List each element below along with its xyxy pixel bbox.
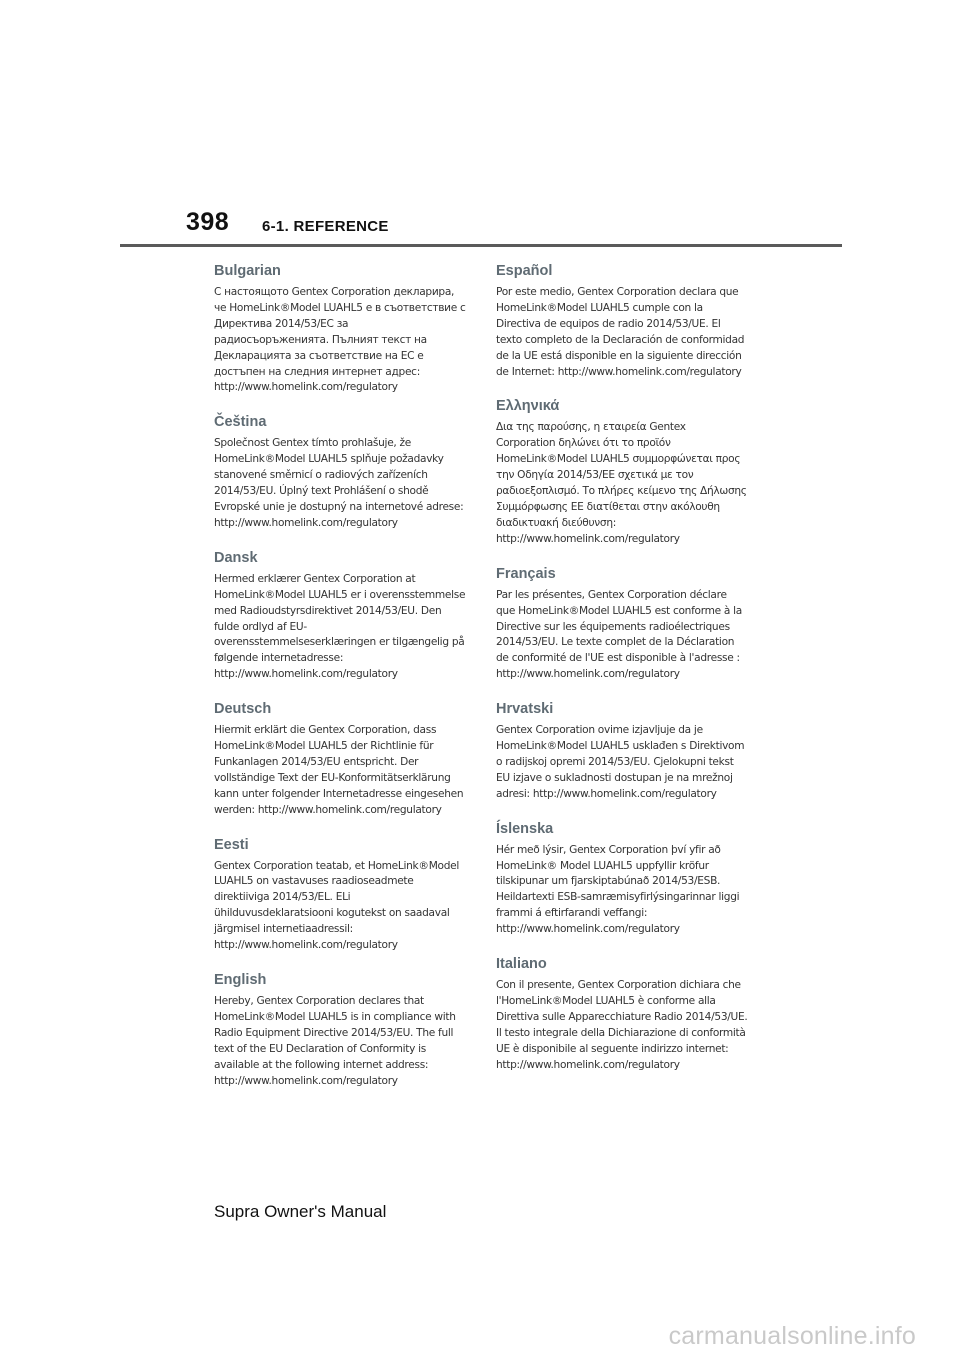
section-bulgarian xyxy=(214,262,466,396)
section-eesti xyxy=(214,836,466,954)
section-body: Společnost Gentex tímto prohlašuje, že HomeLink®Model LUAHL5 splňuje požadavky stanovené směrnicí o radiových zařízeních 2014/53/EU. Úplný text Prohlášení o shodě Evropské unie je dostupný na internetové adrese: http://www.homelink.com/regulatory xyxy=(214,437,464,529)
section-francais xyxy=(496,565,748,683)
section-body: Gentex Corporation ovime izjavljuje da je HomeLink®Model LUAHL5 usklađen s Direktivom o radijskoj opremi 2014/53/EU. Cjelokupni tekst EU izjave o sukladnosti dostupan je na mrežnoj adresi: http://www.homelink.com/regulatory xyxy=(496,724,745,800)
manual-title: Supra Owner's Manual xyxy=(214,1202,387,1221)
section-cestina xyxy=(214,413,466,531)
section-heading: Español xyxy=(496,263,553,279)
section-body: Hereby, Gentex Corporation declares that HomeLink®Model LUAHL5 is in compliance with Radio Equipment Directive 2014/53/EU. The full text of the EU Declaration of Conformity is available at the following internet address: http://www.homelink.com/regulatory xyxy=(214,995,456,1087)
section-body: Δια της παρούσης, η εταιρεία Gentex Corporation δηλώνει ότι το προϊόν HomeLink®Model LUAHL5 συμμορφώνεται προς την Οδηγία 2014/53/ΕΕ σχετικά με τον ραδιοεξοπλισμό. Το πλήρες κείμενο της Δήλωσης Συμμόρφωσης ΕΕ διατίθεται στην ακόλουθη διαδικτυακή διεύθυνση: http://www.homelink.com/regulatory xyxy=(496,421,747,545)
section-heading: Čeština xyxy=(214,414,267,431)
section-body: Gentex Corporation teatab, et HomeLink®Model LUAHL5 on vastavuses raadioseadmete direktiiviga 2014/53/EL. ELi ühilduvusdeklaratsiooni kogutekst on saadaval järgmisel internetiaadressil: http://www.homelink.com/regulatory xyxy=(214,859,459,952)
section-espanol xyxy=(496,262,748,380)
section-heading: Íslenska xyxy=(496,820,554,837)
section-body: Con il presente, Gentex Corporation dichiara che l'HomeLink®Model LUAHL5 è conforme alla Direttiva sulle Apparecchiature Radio 2014/53/UE. Il testo integrale della Dichiarazione di conformità UE è disponibile al seguente indirizzo internet: http://www.homelink.com/regulatory xyxy=(496,979,748,1071)
section-heading: Eesti xyxy=(214,836,249,853)
section-heading: Dansk xyxy=(214,549,258,566)
section-body: Hermed erklærer Gentex Corporation at HomeLink®Model LUAHL5 er i overensstemmelse med Radioudstyrsdirektivet 2014/53/EU. Den fulde ordlyd af EU-overensstemmelseserklæringen er tilgængelig på følgende internetadresse: http://www.homelink.com/regulatory xyxy=(214,572,466,681)
section-body: Hér með lýsir, Gentex Corporation því yfir að HomeLink® Model LUAHL5 uppfyllir kröfur tilskipunar um fjarskiptabúnað 2014/53/ESB. Heildartexti ESB-samræmisyfirlýsingarinnar liggi frammi á eftirfarandi veffangi: http://www.homelink.com/regulatory xyxy=(496,843,740,936)
section-heading: Italiano xyxy=(496,956,547,973)
section-body: Par les présentes, Gentex Corporation déclare que HomeLink®Model LUAHL5 est conforme à la Directive sur les équipements radioélectriques 2014/53/EU. Le texte complet de la Déclaration de conformité de l'UE est disponible à l'adresse : http://www.homelink.com/regulatory xyxy=(496,588,742,681)
chapter-title: 6-1. REFERENCE xyxy=(262,218,389,235)
right-column xyxy=(496,262,748,1091)
section-islenska xyxy=(496,820,748,938)
section-body: Hiermit erklärt die Gentex Corporation, dass HomeLink®Model LUAHL5 der Richtlinie für Funkanlagen 2014/53/EU entspricht. Der vollständige Text der EU-Konformitätserklärung kann unter folgender Internetadresse eingesehen werden: http://www.homelink.com/regulatory xyxy=(214,724,464,816)
section-heading: Bulgarian xyxy=(214,263,281,279)
section-heading: Hrvatski xyxy=(496,701,554,718)
section-body: С настоящото Gentex Corporation декларира, че HomeLink®Model LUAHL5 е в съответствие с Директива 2014/53/ЕС за радиосъоръженията. Пълният текст на Декларацията за съответствие на ЕС е достъпен на следния интернет адрес: http://www.homelink.com/regulatory xyxy=(214,286,466,394)
header-divider xyxy=(120,244,842,247)
section-italiano xyxy=(496,955,748,1073)
section-deutsch xyxy=(214,700,466,818)
section-hrvatski xyxy=(496,700,748,803)
watermark: carmanualsonline.info xyxy=(668,1322,916,1350)
section-heading: Ελληνικά xyxy=(496,398,560,415)
page-number: 398 xyxy=(186,208,230,236)
left-column xyxy=(214,262,466,1106)
section-heading: English xyxy=(214,972,267,988)
section-ellinika xyxy=(496,397,748,547)
section-english xyxy=(214,971,466,1089)
section-heading: Deutsch xyxy=(214,701,272,718)
section-body: Por este medio, Gentex Corporation declara que HomeLink®Model LUAHL5 cumple con la Directiva de equipos de radio 2014/53/UE. El texto completo de la Declaración de conformidad de la UE está disponible en la siguiente dirección de Internet: http://www.homelink.com/regulatory xyxy=(496,286,745,378)
section-dansk xyxy=(214,549,466,683)
section-heading: Français xyxy=(496,565,556,582)
